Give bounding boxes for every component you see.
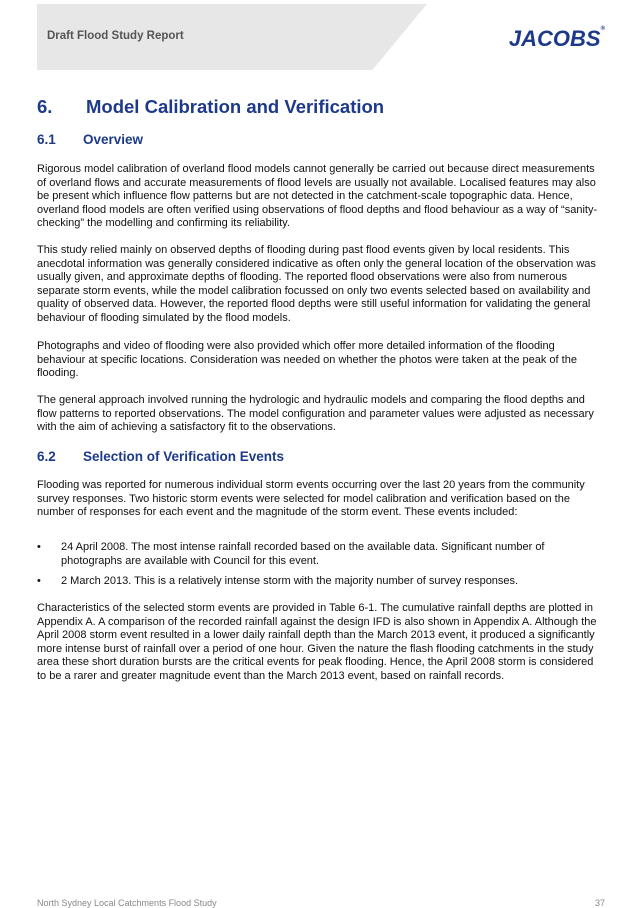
section-number: 6.1	[37, 132, 56, 147]
bullet-text: 2 March 2013. This is a relatively intense storm with the majority number of survey responses.	[61, 575, 519, 587]
jacobs-logo	[509, 26, 605, 52]
footer-text: North Sydney Local Catchments Flood Study	[37, 898, 217, 908]
bullet-text: 24 April 2008. The most intense rainfall recorded based on the available data. Significant number of photographs are available with Council for this event.	[61, 541, 545, 567]
paragraph: The general approach involved running the hydrologic and hydraulic models and comparing the flood depths and flow patterns to reported observations. The model configuration and parameter values were adjusted as necessary with the aim of achieving a satisfactory fit to the observations.	[37, 394, 594, 434]
paragraph: This study relied mainly on observed depths of flooding during past flood events given by local residents. This anecdotal information was generally considered indicative as often only the general location of the observation was usually given, and approximate depths of flooding. The reported flood observations were also from numerous separate storm events, while the model calibration focussed on only two events selected based on availability and quality of observed data. However, the reported flood depths were still useful information for validating the general behaviour of flooding simulated by the flood models.	[37, 244, 596, 324]
logo-text: JACOBS	[508, 26, 601, 51]
section-heading-verification-events	[37, 449, 284, 464]
chapter-heading	[37, 96, 384, 118]
paragraph: Rigorous model calibration of overland flood models cannot generally be carried out because direct measurements of overland flows and accurate measurements of flood levels are usually not available. Localised features may also be present which influence flow patterns but are not detected in the catchment-scale topographic data. Hence, overland flood models are often verified using observations of flood depths and flood behaviour as a way of “sanity-checking” the modelling and confirming its reliability.	[37, 163, 598, 230]
paragraph: Characteristics of the selected storm events are provided in Table 6-1. The cumulative rainfall depths are plotted in Appendix A. A comparison of the recorded rainfall against the design IFD is also shown in Appendix A. Although the April 2008 storm event resulted in a lower daily rainfall depth than the March 2013 event, it produced a significantly more intense burst of rainfall over a period of one hour. Given the nature the flash flooding catchments in the study area these short duration bursts are the critical events for peak flooding. Hence, the April 2008 storm is considered to be a rarer and greater magnitude event than the March 2013 event, based on rainfall records.	[37, 602, 597, 682]
section-title: Overview	[83, 132, 144, 147]
bullet-symbol: •	[37, 575, 41, 587]
registered-mark: ®	[600, 26, 605, 32]
section-title: Selection of Verification Events	[83, 449, 285, 464]
bullet-symbol: •	[37, 541, 41, 553]
chapter-title: Model Calibration and Verification	[86, 96, 385, 117]
report-title: Draft Flood Study Report	[47, 30, 184, 42]
paragraph: Photographs and video of flooding were also provided which offer more detailed information of the flooding behaviour at specific locations. Consideration was needed on whether the photos were taken at the peak of the flooding.	[37, 340, 577, 380]
page-number: 37	[594, 898, 605, 908]
section-heading-overview	[37, 132, 143, 147]
chapter-number: 6.	[37, 96, 53, 117]
section-number: 6.2	[37, 449, 56, 464]
paragraph: Flooding was reported for numerous individual storm events occurring over the last 20 years from the community survey responses. Two historic storm events were selected for model calibration and verification based on the number of responses for each event and the magnitude of the storm event. These events included:	[37, 479, 585, 519]
